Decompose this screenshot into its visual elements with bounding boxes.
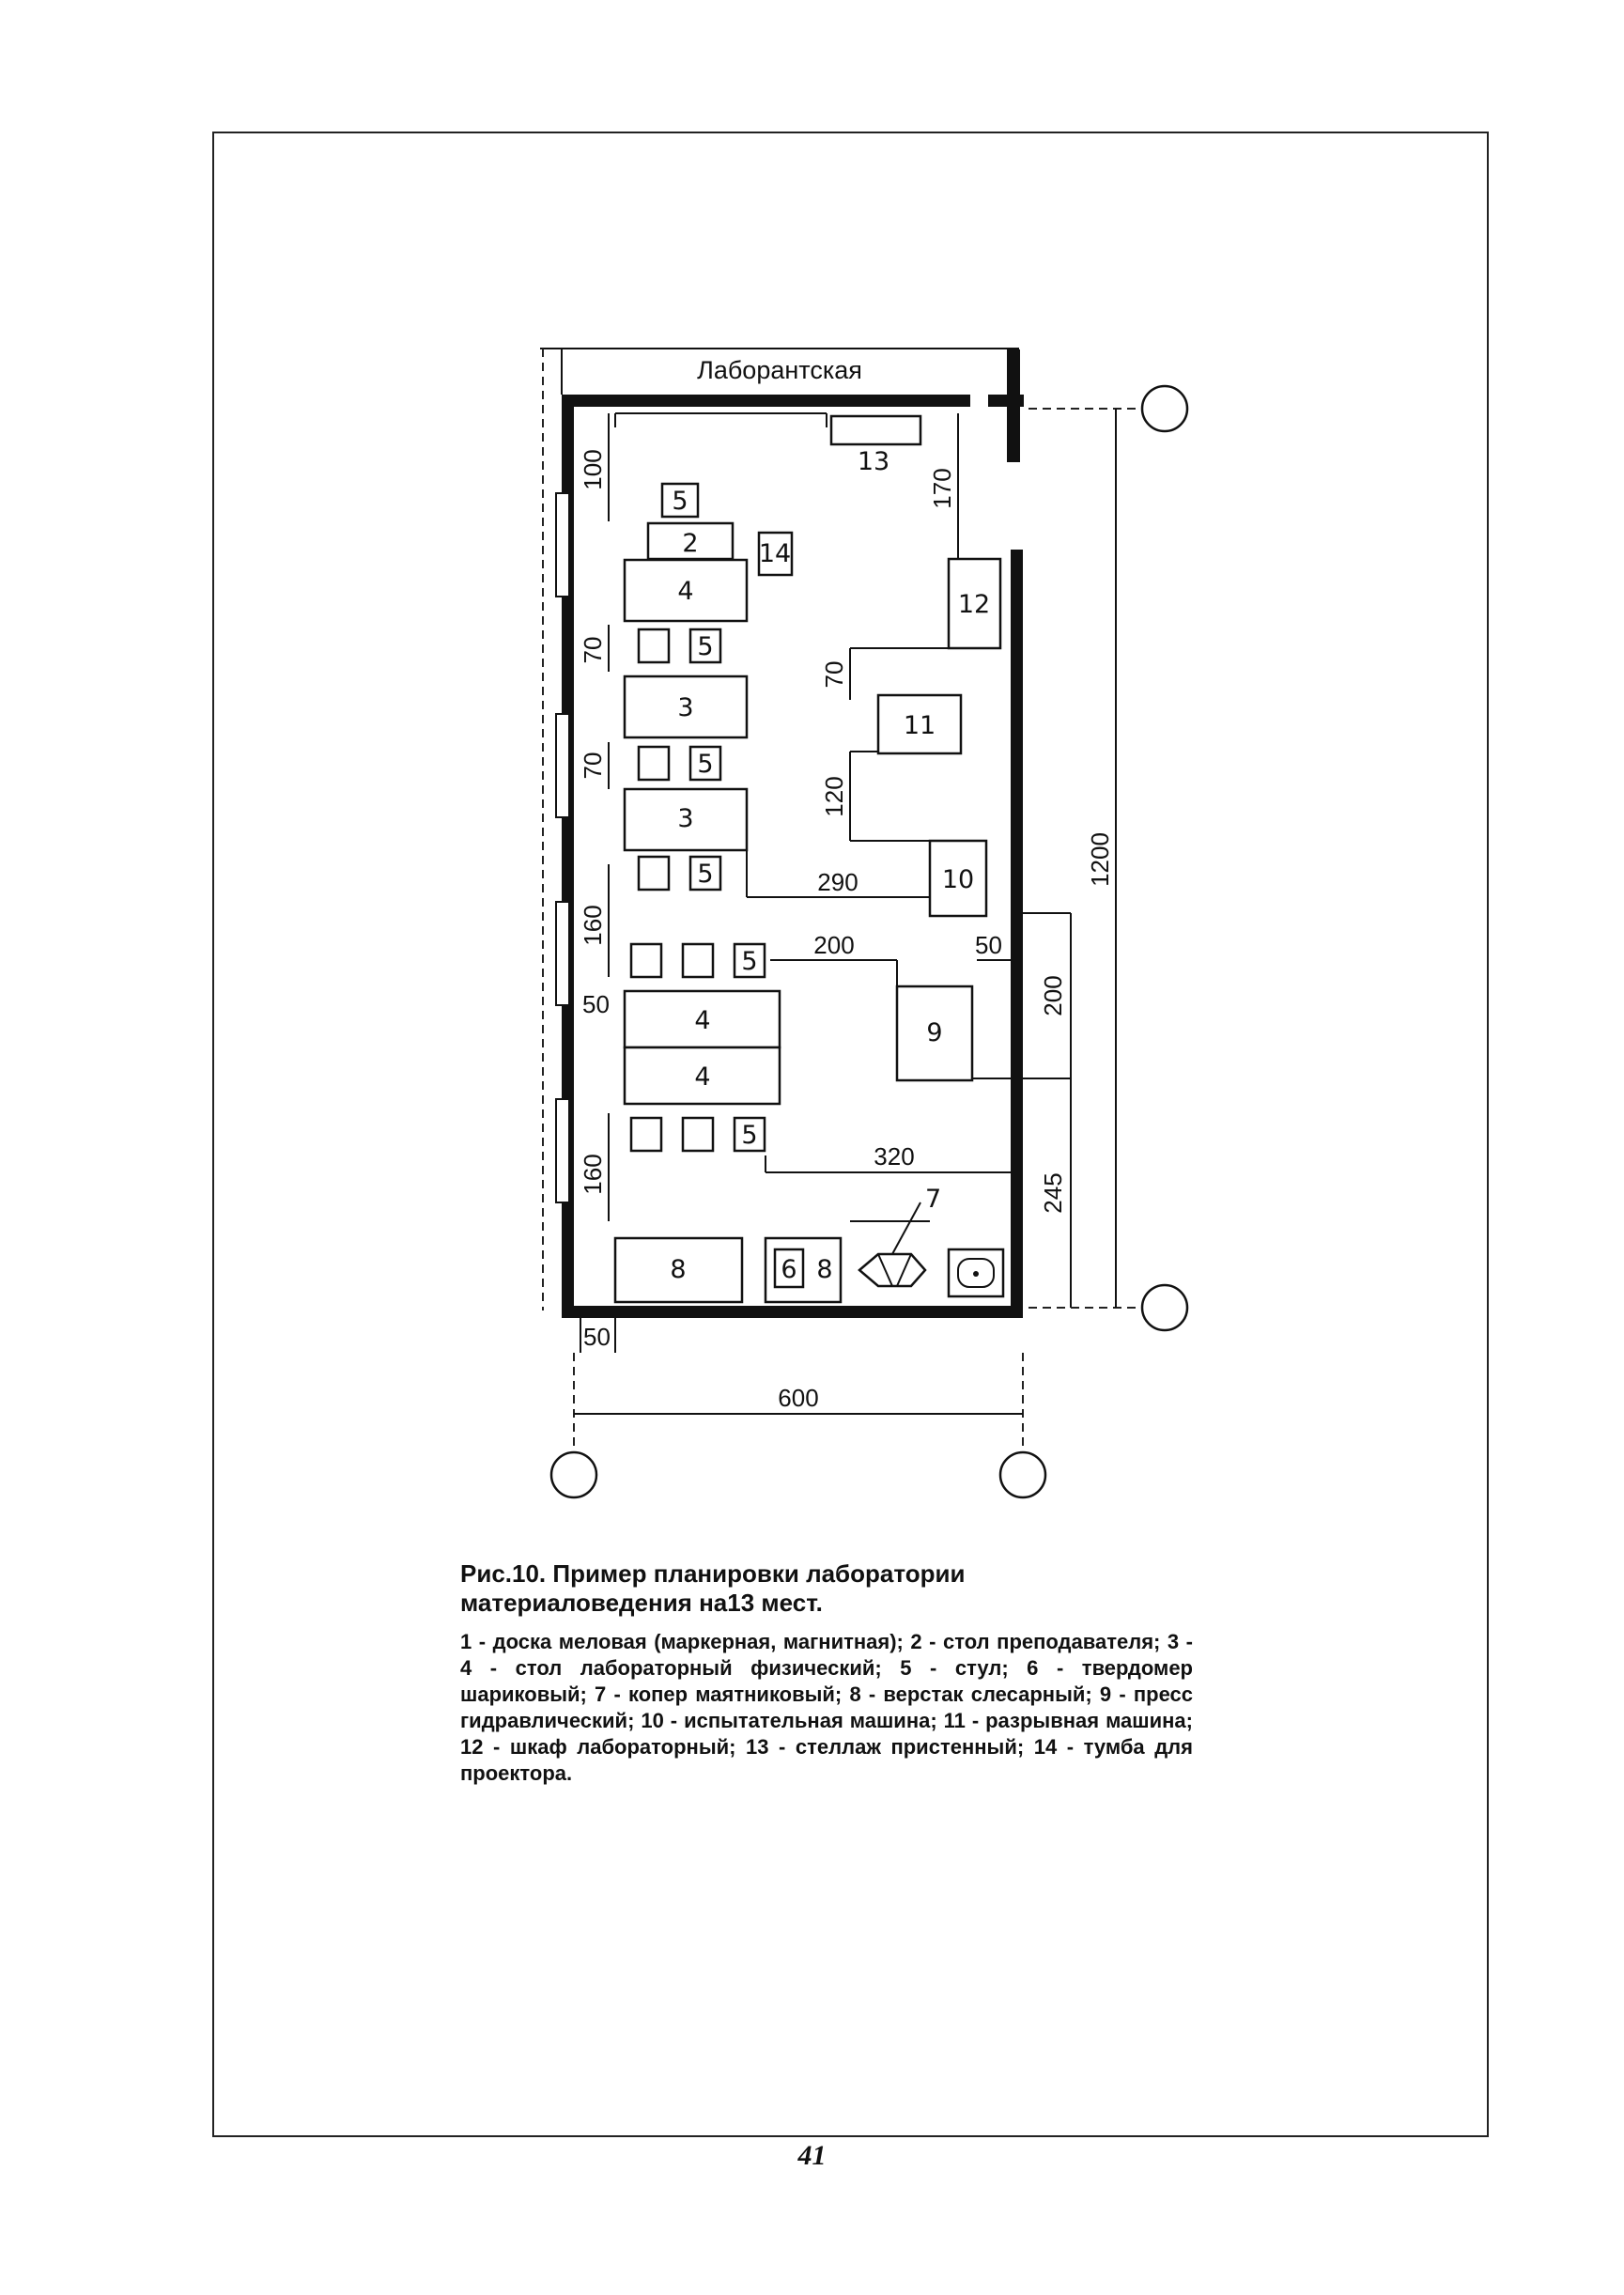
dim-1200: 1200 bbox=[1086, 832, 1114, 887]
svg-text:2: 2 bbox=[682, 529, 699, 558]
axis-marker-top-right bbox=[1142, 386, 1187, 431]
shelving-13 bbox=[831, 416, 920, 444]
wall-stub bbox=[1007, 349, 1020, 462]
dim-70-a: 70 bbox=[579, 636, 607, 664]
dim-290: 290 bbox=[817, 868, 858, 896]
dim-50-bottom: 50 bbox=[583, 1323, 611, 1351]
dim-100: 100 bbox=[579, 449, 607, 490]
axis-marker-bottom-right bbox=[1142, 1285, 1187, 1330]
svg-text:5: 5 bbox=[741, 1121, 758, 1150]
pendulum-impact-tester-7 bbox=[850, 1202, 930, 1286]
wall-top bbox=[562, 395, 970, 407]
svg-text:3: 3 bbox=[677, 693, 694, 722]
dim-120: 120 bbox=[820, 776, 848, 817]
dim-320: 320 bbox=[874, 1142, 915, 1171]
dim-600: 600 bbox=[778, 1384, 819, 1412]
dim-245: 245 bbox=[1039, 1172, 1067, 1214]
wall-right bbox=[1011, 550, 1023, 1318]
dim-70-c: 70 bbox=[820, 660, 848, 689]
svg-text:9: 9 bbox=[926, 1018, 943, 1047]
wall-bottom bbox=[562, 1306, 1022, 1318]
axis-marker-bottom-right-2 bbox=[1000, 1452, 1045, 1497]
caption-legend: 1 - доска меловая (маркерная, магнитная); 2 - стол преподавателя; 3 - 4 - стол лабораторный физический; 5 - стул; 6 - твердомер шариковый; 7 - копер маятниковый; 8 - верстак слесарный; 9 - пресс гидравлический; 10 - испытательная машина; 11 - разрывная машина; 12 - шкаф лабораторный; 13 - стеллаж пристенный; 14 - тумба для проектора. bbox=[460, 1630, 1193, 1785]
svg-text:14: 14 bbox=[758, 539, 792, 568]
svg-text:11: 11 bbox=[903, 711, 936, 740]
svg-text:6: 6 bbox=[781, 1255, 797, 1284]
dim-50-left: 50 bbox=[582, 990, 610, 1018]
svg-text:12: 12 bbox=[957, 590, 991, 619]
page-number: 41 bbox=[797, 2140, 827, 2171]
room-label: Лаборантская bbox=[697, 356, 862, 384]
dim-70-b: 70 bbox=[579, 752, 607, 780]
svg-text:4: 4 bbox=[694, 1062, 711, 1092]
item-7-label: 7 bbox=[925, 1185, 942, 1214]
dim-160-b: 160 bbox=[579, 1154, 607, 1195]
svg-text:4: 4 bbox=[677, 577, 694, 606]
dim-160-a: 160 bbox=[579, 905, 607, 946]
sink bbox=[949, 1249, 1003, 1296]
caption-title: Рис.10. Пример планировки лаборатории материаловедения на13 мест. bbox=[460, 1559, 966, 1617]
figure-caption bbox=[460, 1559, 1193, 1787]
axis-marker-bottom-left bbox=[551, 1452, 596, 1497]
svg-text:8: 8 bbox=[670, 1255, 687, 1284]
svg-text:5: 5 bbox=[741, 947, 758, 976]
dim-200-h: 200 bbox=[813, 931, 855, 959]
dim-200-v: 200 bbox=[1039, 975, 1067, 1016]
dim-50-right: 50 bbox=[975, 931, 1002, 959]
svg-text:10: 10 bbox=[941, 865, 975, 894]
svg-text:8: 8 bbox=[816, 1255, 833, 1284]
svg-text:4: 4 bbox=[694, 1006, 711, 1035]
dim-170: 170 bbox=[928, 468, 956, 509]
svg-text:5: 5 bbox=[697, 632, 714, 661]
svg-text:5: 5 bbox=[672, 487, 688, 516]
shelving-13-label: 13 bbox=[857, 447, 890, 476]
svg-text:5: 5 bbox=[697, 750, 714, 779]
svg-text:5: 5 bbox=[697, 860, 714, 889]
svg-text:3: 3 bbox=[677, 804, 694, 833]
